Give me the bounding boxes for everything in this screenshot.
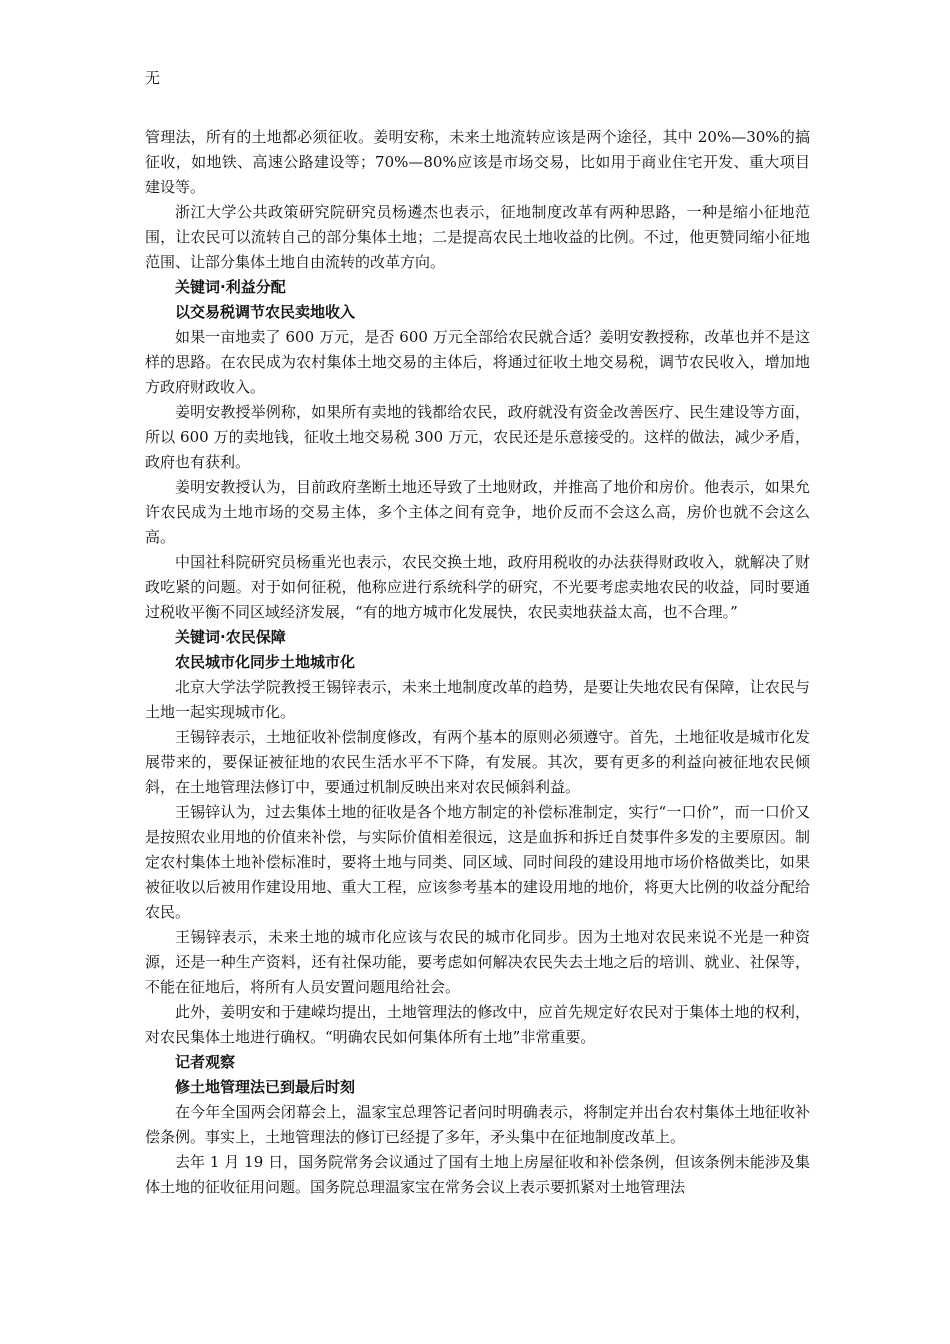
section-keyword-heading: 关键词·利益分配 xyxy=(175,278,286,296)
article-body xyxy=(145,125,810,1200)
section-keyword-heading: 记者观察 xyxy=(175,1053,236,1071)
paragraph: 北京大学法学院教授王锡锌表示，未来土地制度改革的趋势，是要让失地农民有保障，让农民与土地一起实现城市化。 xyxy=(145,678,810,721)
paragraph: 王锡锌认为，过去集体土地的征收是各个地方制定的补偿标准制定，实行“一口价”，而一口价又是按照农业用地的价值来补偿，与实际价值相差很远，这是血拆和拆迁自焚事件多发的主要原因。制定农村集体土地补偿标准时，要将土地与同类、同区域、同时间段的建设用地市场价格做类比，如果被征收以后被用作建设用地、重大工程，应该参考基本的建设用地的地价，将更大比例的收益分配给农民。 xyxy=(145,803,810,921)
section-keyword-heading: 关键词·农民保障 xyxy=(175,628,286,646)
paragraph: 王锡锌表示，未来土地的城市化应该与农民的城市化同步。因为土地对农民来说不光是一种资源，还是一种生产资料，还有社保功能，要考虑如何解决农民失去土地之后的培训、就业、社保等，不能在征地后，将所有人员安置问题甩给社会。 xyxy=(145,928,810,996)
section-title: 修土地管理法已到最后时刻 xyxy=(175,1078,356,1096)
paragraph: 此外，姜明安和于建嵘均提出，土地管理法的修改中，应首先规定好农民对于集体土地的权利，对农民集体土地进行确权。“明确农民如何集体所有土地”非常重要。 xyxy=(145,1003,810,1046)
page-header: 无 xyxy=(145,69,161,87)
paragraph: 如果一亩地卖了 600 万元，是否 600 万元全部给农民就合适？姜明安教授称，改革也并不是这样的思路。在农民成为农村集体土地交易的主体后，将通过征收土地交易税，调节农民收入，增加地方政府财政收入。 xyxy=(145,328,810,396)
section-title: 农民城市化同步土地城市化 xyxy=(175,653,356,671)
paragraph: 浙江大学公共政策研究院研究员杨遴杰也表示，征地制度改革有两种思路，一种是缩小征地范围，让农民可以流转自己的部分集体土地；二是提高农民土地收益的比例。不过，他更赞同缩小征地范围、让部分集体土地自由流转的改革方向。 xyxy=(145,203,810,271)
paragraph: 在今年全国两会闭幕会上，温家宝总理答记者问时明确表示，将制定并出台农村集体土地征收补偿条例。事实上，土地管理法的修订已经提了多年，矛头集中在征地制度改革上。 xyxy=(145,1103,810,1146)
paragraph: 中国社科院研究员杨重光也表示，农民交换土地，政府用税收的办法获得财政收入，就解决了财政吃紧的问题。对于如何征税，他称应进行系统科学的研究，不光要考虑卖地农民的收益，同时要通过税收平衡不同区域经济发展，“有的地方城市化发展快，农民卖地获益太高，也不合理。” xyxy=(145,553,810,621)
paragraph: 管理法，所有的土地都必须征收。姜明安称，未来土地流转应该是两个途径，其中 20%—30%的搞征收，如地铁、高速公路建设等；70%—80%应该是市场交易，比如用于商业住宅开发、重大项目建设等。 xyxy=(145,128,810,196)
paragraph: 姜明安教授举例称，如果所有卖地的钱都给农民，政府就没有资金改善医疗、民生建设等方面，所以 600 万的卖地钱，征收土地交易税 300 万元，农民还是乐意接受的。这样的做法，减少矛盾，政府也有获利。 xyxy=(145,403,810,471)
paragraph: 去年 1 月 19 日，国务院常务会议通过了国有土地上房屋征收和补偿条例，但该条例未能涉及集体土地的征收征用问题。国务院总理温家宝在常务会议上表示要抓紧对土地管理法 xyxy=(145,1153,810,1196)
section-title: 以交易税调节农民卖地收入 xyxy=(175,303,356,321)
paragraph: 王锡锌表示，土地征收补偿制度修改，有两个基本的原则必须遵守。首先，土地征收是城市化发展带来的，要保证被征地的农民生活水平不下降，有发展。其次，要有更多的利益向被征地农民倾斜，在土地管理法修订中，要通过机制反映出来对农民倾斜利益。 xyxy=(145,728,810,796)
paragraph: 姜明安教授认为，目前政府垄断土地还导致了土地财政，并推高了地价和房价。他表示，如果允许农民成为土地市场的交易主体，多个主体之间有竞争，地价反而不会这么高，房价也就不会这么高。 xyxy=(145,478,810,546)
